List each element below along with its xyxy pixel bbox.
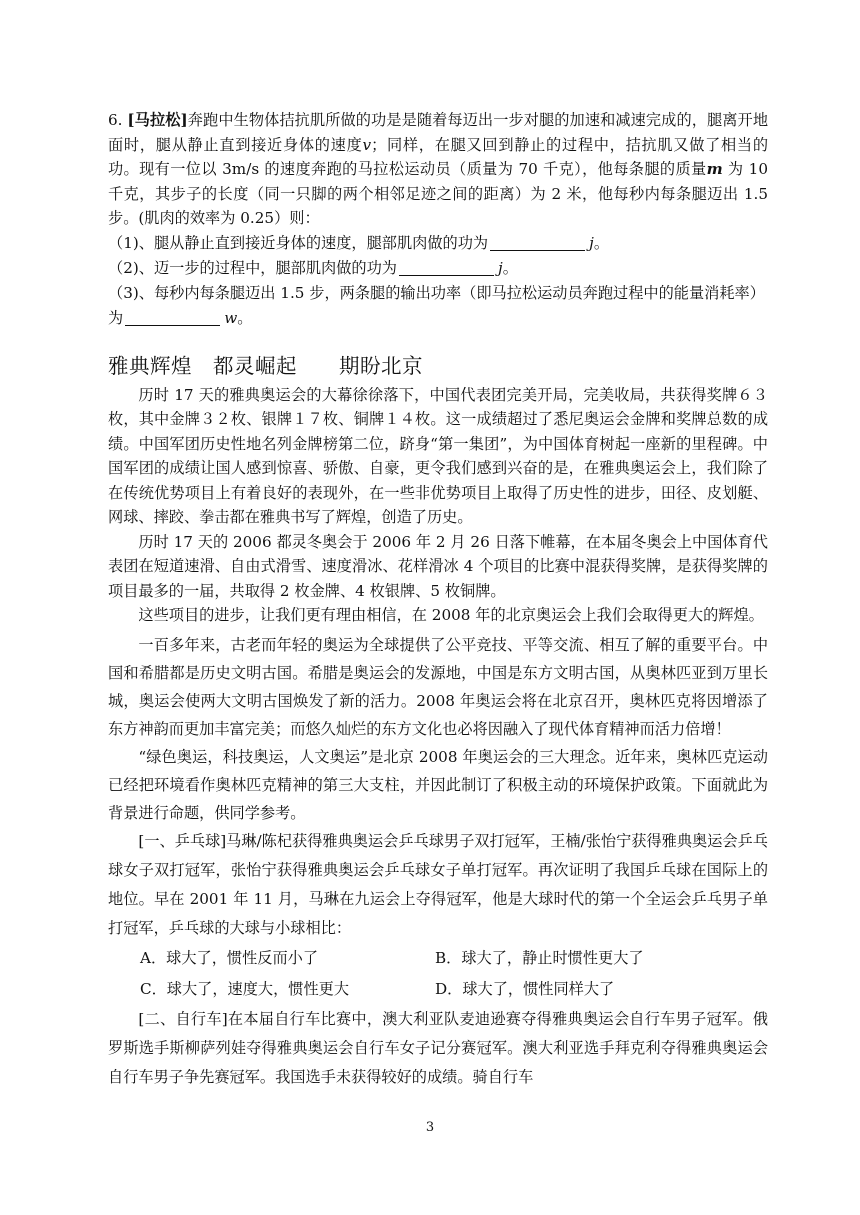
paragraph-beijing-concepts: “绿色奥运，科技奥运，人文奥运”是北京 2008 年奥运会的三大理念。近年来，奥林匹克运动已经把环境看作奥林匹克精神的第三大支柱，并因此制订了积极主动的环境保护政策。下面就此为背景进行命题，供同学参考。 <box>108 747 768 822</box>
answer-blank-2[interactable] <box>399 259 494 276</box>
subquestion-2 <box>108 256 768 281</box>
subquestion-text: （2)、迈一步的过程中，腿部肌肉做的功为 <box>108 258 397 277</box>
paragraph-turin: 历时 17 天的 2006 都灵冬奥会于 2006 年 2 月 26 日落下帷幕，在本届冬奥会上中国体育代表团在短道速滑、自由式滑雪、速度滑冰、花样滑冰 4 个项目的比赛中混获得奖牌，是获得奖牌的项目最多的一届，共取得 2 枚金牌、4 枚银牌、5 枚铜牌。 <box>108 532 768 600</box>
paragraph-athens: 历时 17 天的雅典奥运会的大幕徐徐落下，中国代表团完美开局，完美收局，共获得奖牌６３枚，其中金牌３２枚、银牌１７枚、铜牌１４枚。这一成绩超过了悉尼奥运会金牌和奖牌总数的成绩。中国军团历史性地名列金牌榜第二位，跻身“第一集团”，为中国体育树起一座新的里程碑。中国军团的成绩让国人感到惊喜、骄傲、自豪，更令我们感到兴奋的是，在雅典奥运会上，我们除了在传统优势项目上有着良好的表现外，在一些非优势项目上取得了历史性的进步，田径、皮划艇、网球、摔跤、拳击都在雅典书写了辉煌，创造了历史。 <box>108 385 768 527</box>
choice-b[interactable]: B．球大了，静止时惯性更大了 <box>435 948 644 967</box>
question-text: ；同样，在腿又回到静止的过程中，拮抗肌又做了相当的功。现有一位以 3m/s 的速度奔跑的马拉松运动员（质量为 70 千克），他每条腿的质量 <box>108 135 769 179</box>
subquestion-1 <box>108 231 768 256</box>
unit-label: w <box>224 308 238 327</box>
variable-m: m <box>706 160 723 179</box>
answer-choices <box>140 943 768 1005</box>
paragraph-progress: 这些项目的进步，让我们更有理由相信，在 2008 年的北京奥运会上我们会取得更大的辉煌。 <box>138 606 764 625</box>
question-number: 6. <box>108 111 128 129</box>
section-title: 雅典辉煌 都灵崛起 期盼北京 <box>108 353 423 378</box>
subquestion-text: （1)、腿从静止直到接近身体的速度，腿部肌肉做的功为 <box>108 233 489 252</box>
period: 。 <box>237 308 253 327</box>
question-6 <box>108 108 768 231</box>
choice-a[interactable]: A．球大了，惯性反而小了 <box>140 948 319 967</box>
document-page <box>108 108 768 1092</box>
period: 。 <box>593 233 609 252</box>
paragraph-cycling: [二、自行车]在本届自行车比赛中，澳大利亚队麦迪逊赛夺得雅典奥运会自行车男子冠军。俄罗斯选手斯柳萨列娃夺得雅典奥运会自行车女子记分赛冠军。澳大利亚选手拜克利夺得雅典奥运会自行车男子争先赛冠军。我国选手未获得较好的成绩。骑自行车 <box>108 1009 768 1086</box>
period: 。 <box>502 258 518 277</box>
unit-label: j <box>589 233 594 252</box>
paragraph-table-tennis: [一、乒乓球]马琳/陈杞获得雅典奥运会乒乓球男子双打冠军，王楠/张怡宁获得雅典奥运会乒乓球女子双打冠军，张怡宁获得雅典奥运会乒乓球女子单打冠军。再次证明了我国乒乓球在国际上的地位。早在 2001 年 11 月，马琳在九运会上夺得冠军，他是大球时代的第一个全运会乒乓男子单打冠军，乒乓球的大球与小球相比： <box>108 831 768 937</box>
variable-v: v <box>362 135 372 154</box>
subquestion-3 <box>108 281 768 331</box>
question-tag: [马拉松] <box>127 111 188 129</box>
unit-label: j <box>497 258 503 277</box>
answer-blank-1[interactable] <box>490 234 585 251</box>
choice-d[interactable]: D．球大了，惯性同样大了 <box>435 979 615 998</box>
page-number: 3 <box>425 1120 435 1135</box>
paragraph-olympic-history: 一百多年来，古老而年轻的奥运为全球提供了公平竞技、平等交流、相互了解的重要平台。中国和希腊都是历史文明古国。希腊是奥运会的发源地，中国是东方文明古国，从奥林匹亚到万里长城，奥运会使两大文明古国焕发了新的活力。2008 年奥运会将在北京召开，奥林匹克将因增添了东方神韵而更加丰富完美；而悠久灿烂的东方文化也必将因融入了现代体育精神而活力倍增！ <box>108 635 768 738</box>
subquestion-text: （3)、每秒内每条腿迈出 1.5 步，两条腿的输出功率（即马拉松运动员奔跑过程中的能量消耗率）为 <box>108 283 765 327</box>
choice-c[interactable]: C．球大了，速度大，惯性更大 <box>140 979 350 998</box>
question-text: 奔跑中生物体拮抗肌所做的功是是随着每迈出一步对腿的加速和减速完成的，腿离开地面时，腿从静止直到接近身体的速度 <box>108 111 769 154</box>
question-text: 为 10 千克，其步子的长度（同一只脚的两个相邻足迹之间的距离）为 2 米，他每秒内每条腿迈出 1.5 步。(肌肉的效率为 0.25）则： <box>108 160 768 228</box>
answer-blank-3[interactable] <box>125 309 220 326</box>
